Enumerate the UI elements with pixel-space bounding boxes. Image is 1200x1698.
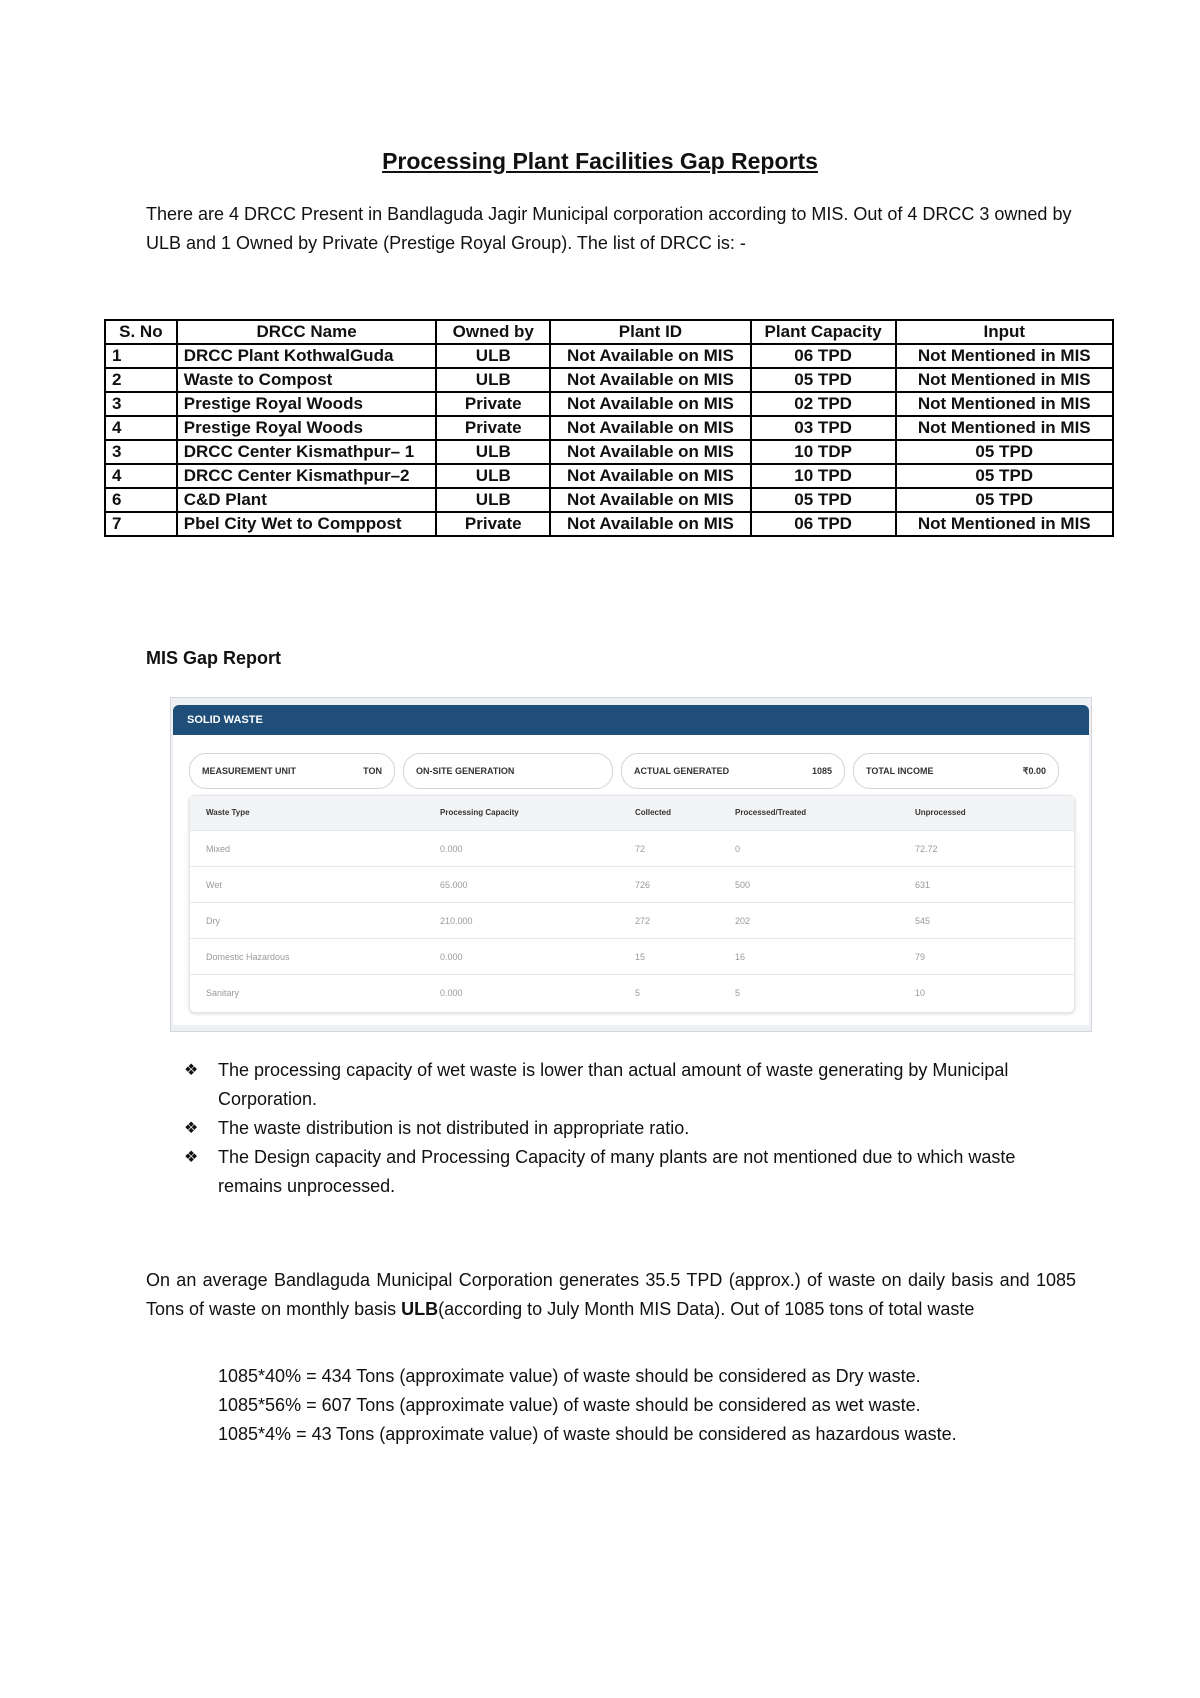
header-plant-capacity: Plant Capacity (751, 320, 896, 344)
drcc-cell: 02 TPD (751, 392, 896, 416)
solid-waste-screenshot (170, 697, 1092, 1032)
waste-cell: 0 (735, 844, 741, 854)
drcc-cell: ULB (436, 488, 550, 512)
finding-text: The Design capacity and Processing Capacity of many plants are not mentioned due to which waste remains unprocessed. (218, 1147, 1016, 1196)
mis-gap-heading: MIS Gap Report (146, 648, 282, 668)
drcc-table-row (105, 344, 1113, 368)
onsite-generation-pill (403, 753, 613, 789)
summary-text-2: (according to July Month MIS Data). Out of 1085 tons of total waste (438, 1299, 975, 1319)
waste-type-table (189, 795, 1075, 1013)
drcc-cell: ULB (436, 368, 550, 392)
waste-table-row (190, 974, 1074, 1011)
col-waste-type: Waste Type (206, 808, 250, 817)
drcc-table-header-row (105, 320, 1113, 344)
drcc-cell: 06 TPD (751, 344, 896, 368)
drcc-cell: ULB (436, 440, 550, 464)
drcc-cell: Not Available on MIS (550, 464, 751, 488)
diamond-bullet-icon: ❖ (184, 1120, 199, 1137)
waste-cell: 545 (915, 916, 931, 926)
waste-cell: Wet (206, 880, 222, 890)
calc-wet: 1085*56% = 607 Tons (approximate value) of waste should be considered as wet waste. (218, 1395, 921, 1415)
waste-cell: 0.000 (440, 844, 463, 854)
summary-text-1: On an average Bandlaguda Municipal Corporation generates 35.5 TPD (approx.) of waste on daily basis and 1085 Tons of waste on monthly basis (146, 1270, 1076, 1319)
finding-item (184, 1114, 1064, 1143)
drcc-table-row (105, 488, 1113, 512)
drcc-cell: 4 (105, 464, 177, 488)
waste-table-header (190, 796, 1074, 830)
intro-paragraph: There are 4 DRCC Present in Bandlaguda Jagir Municipal corporation according to MIS. Out of 4 DRCC 3 owned by ULB and 1 Owned by Private (Prestige Royal Group). The list of DRCC is: - (146, 204, 1072, 253)
header-owned-by: Owned by (436, 320, 550, 344)
drcc-cell: Not Available on MIS (550, 416, 751, 440)
diamond-bullet-icon: ❖ (184, 1062, 199, 1079)
waste-cell: 0.000 (440, 952, 463, 962)
waste-cell: 16 (735, 952, 746, 962)
col-processing-capacity: Processing Capacity (440, 808, 519, 817)
header-input: Input (896, 320, 1114, 344)
drcc-table-row (105, 512, 1113, 536)
drcc-cell: ULB (436, 344, 550, 368)
calculations (218, 1362, 957, 1449)
col-processed: Processed/Treated (735, 808, 807, 817)
summary-bold-ulb: ULB (401, 1299, 439, 1319)
drcc-table-row (105, 464, 1113, 488)
total-income-label: TOTAL INCOME (866, 766, 934, 776)
drcc-table-row (105, 392, 1113, 416)
waste-table-row (190, 938, 1074, 975)
drcc-cell: Pbel City Wet to Comppost (177, 512, 437, 536)
waste-cell: Sanitary (206, 988, 240, 998)
waste-cell: 72 (635, 844, 646, 854)
waste-cell: 726 (635, 880, 651, 890)
waste-cell: 5 (735, 988, 741, 998)
waste-table-row (190, 866, 1074, 903)
waste-cell: 272 (635, 916, 651, 926)
drcc-cell: Not Mentioned in MIS (896, 392, 1114, 416)
measurement-unit-label: MEASUREMENT UNIT (202, 766, 296, 776)
waste-table-row (190, 830, 1074, 867)
drcc-cell: Private (436, 512, 550, 536)
waste-cell: 631 (915, 880, 931, 890)
drcc-cell: 05 TPD (896, 440, 1114, 464)
waste-cell: 15 (635, 952, 646, 962)
finding-text: The waste distribution is not distributed in appropriate ratio. (218, 1118, 690, 1138)
drcc-cell: Not Available on MIS (550, 368, 751, 392)
drcc-cell: Not Available on MIS (550, 488, 751, 512)
drcc-cell: Not Mentioned in MIS (896, 344, 1114, 368)
col-collected: Collected (635, 808, 672, 817)
waste-cell: 72.72 (915, 844, 938, 854)
waste-cell: 5 (635, 988, 641, 998)
drcc-table (104, 319, 1114, 537)
drcc-cell: Not Available on MIS (550, 344, 751, 368)
drcc-cell: Prestige Royal Woods (177, 392, 437, 416)
drcc-cell: 06 TPD (751, 512, 896, 536)
waste-cell: 65.000 (440, 880, 468, 890)
waste-table-row (190, 902, 1074, 939)
drcc-cell: C&D Plant (177, 488, 437, 512)
actual-generated-pill (621, 753, 845, 789)
waste-cell: 500 (735, 880, 751, 890)
finding-item (184, 1143, 1064, 1201)
onsite-generation-label: ON-SITE GENERATION (416, 766, 515, 776)
calc-dry: 1085*40% = 434 Tons (approximate value) of waste should be considered as Dry waste. (218, 1366, 921, 1386)
waste-cell: 202 (735, 916, 751, 926)
diamond-bullet-icon: ❖ (184, 1149, 199, 1166)
waste-cell: 0.000 (440, 988, 463, 998)
drcc-cell: 03 TPD (751, 416, 896, 440)
waste-cell: Dry (206, 916, 220, 926)
drcc-cell: Not Mentioned in MIS (896, 416, 1114, 440)
page-title: Processing Plant Facilities Gap Reports (382, 148, 818, 174)
waste-cell: Domestic Hazardous (206, 952, 290, 962)
waste-cell: Mixed (206, 844, 231, 854)
solid-waste-header: SOLID WASTE (173, 705, 1089, 735)
drcc-cell: Private (436, 416, 550, 440)
drcc-table-row (105, 368, 1113, 392)
drcc-cell: Waste to Compost (177, 368, 437, 392)
summary-paragraph (146, 1266, 1076, 1324)
drcc-cell: 10 TDP (751, 440, 896, 464)
drcc-cell: Not Mentioned in MIS (896, 512, 1114, 536)
drcc-cell: Not Mentioned in MIS (896, 368, 1114, 392)
solid-waste-body (173, 735, 1089, 1025)
drcc-cell: 05 TPD (896, 488, 1114, 512)
drcc-cell: 7 (105, 512, 177, 536)
drcc-cell: 3 (105, 392, 177, 416)
header-sno: S. No (105, 320, 177, 344)
drcc-cell: 4 (105, 416, 177, 440)
calc-hazardous: 1085*4% = 43 Tons (approximate value) of waste should be considered as hazardous waste. (218, 1424, 957, 1444)
drcc-table-row (105, 416, 1113, 440)
drcc-cell: ULB (436, 464, 550, 488)
findings-list (184, 1056, 1064, 1201)
actual-generated-label: ACTUAL GENERATED (634, 766, 730, 776)
measurement-unit-pill (189, 753, 395, 789)
col-unprocessed: Unprocessed (915, 808, 966, 817)
total-income-pill (853, 753, 1059, 789)
drcc-cell: 2 (105, 368, 177, 392)
drcc-cell: DRCC Center Kismathpur–2 (177, 464, 437, 488)
drcc-table-row (105, 440, 1113, 464)
actual-generated-value: 1085 (811, 766, 832, 776)
header-drcc-name: DRCC Name (177, 320, 437, 344)
drcc-cell: 05 TPD (751, 488, 896, 512)
drcc-cell: 6 (105, 488, 177, 512)
measurement-unit-value: TON (363, 766, 382, 776)
drcc-cell: 05 TPD (751, 368, 896, 392)
drcc-cell: Not Available on MIS (550, 440, 751, 464)
total-income-value: ₹0.00 (1022, 766, 1046, 776)
drcc-cell: 10 TPD (751, 464, 896, 488)
drcc-cell: Private (436, 392, 550, 416)
drcc-cell: DRCC Center Kismathpur– 1 (177, 440, 437, 464)
drcc-cell: Prestige Royal Woods (177, 416, 437, 440)
drcc-cell: 1 (105, 344, 177, 368)
finding-item (184, 1056, 1064, 1114)
drcc-cell: 3 (105, 440, 177, 464)
drcc-cell: 05 TPD (896, 464, 1114, 488)
waste-cell: 10 (915, 988, 926, 998)
drcc-cell: DRCC Plant KothwalGuda (177, 344, 437, 368)
waste-cell: 79 (915, 952, 926, 962)
waste-cell: 210.000 (440, 916, 473, 926)
drcc-cell: Not Available on MIS (550, 392, 751, 416)
drcc-cell: Not Available on MIS (550, 512, 751, 536)
header-plant-id: Plant ID (550, 320, 751, 344)
finding-text: The processing capacity of wet waste is lower than actual amount of waste generating by Municipal Corporation. (218, 1060, 1009, 1109)
